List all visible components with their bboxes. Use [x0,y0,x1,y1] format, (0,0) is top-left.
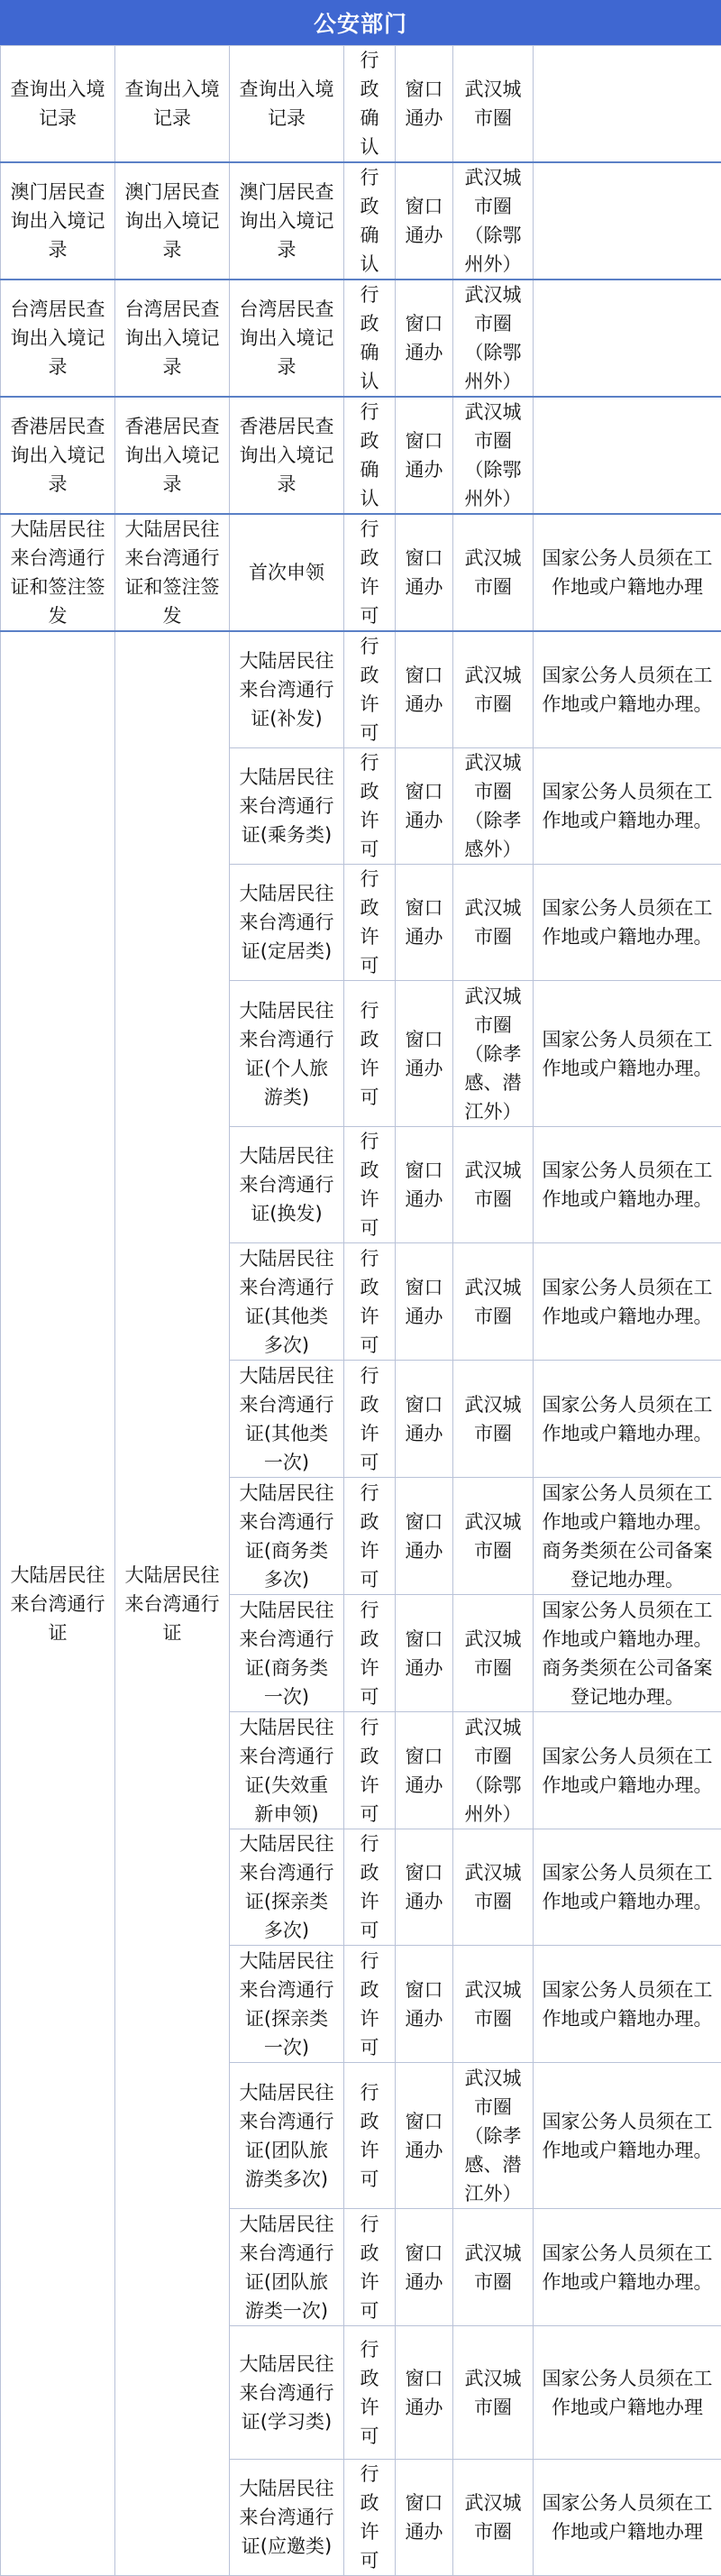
item-scope: 武汉城市圈 [453,1243,534,1361]
group-main: 大陆居民往来台湾通行证 [1,631,115,2576]
item-scope: 武汉城市圈 [453,1829,534,1946]
item-method: 窗口通办 [396,162,453,280]
item-detail: 首次申领 [230,514,344,631]
item-type: 行政许可 [344,1595,396,1712]
item-method: 窗口通办 [396,2326,453,2460]
item-method: 窗口通办 [396,1478,453,1595]
item-method: 窗口通办 [396,46,453,163]
item-type: 行政许可 [344,631,396,748]
item-detail: 大陆居民往来台湾通行证(探亲类多次) [230,1829,344,1946]
table-row [1,397,721,514]
item-detail: 大陆居民往来台湾通行证(失效重新申领) [230,1712,344,1829]
item-method: 窗口通办 [396,514,453,631]
item-method: 窗口通办 [396,865,453,981]
item-scope: 武汉城市圈（除鄂州外） [453,1712,534,1829]
item-sub: 澳门居民查询出入境记录 [115,162,230,280]
item-note: 国家公务人员须在工作地或户籍地办理。 [534,981,721,1127]
item-main: 大陆居民往来台湾通行证和签注签发 [1,514,115,631]
item-sub: 大陆居民往来台湾通行证和签注签发 [115,514,230,631]
section-header [0,0,721,45]
item-note: 国家公务人员须在工作地或户籍地办理。 [534,631,721,748]
item-detail: 大陆居民往来台湾通行证(补发) [230,631,344,748]
item-detail: 大陆居民往来台湾通行证(定居类) [230,865,344,981]
item-detail: 大陆居民往来台湾通行证(商务类多次) [230,1478,344,1595]
item-note: 国家公务人员须在工作地或户籍地办理。 [534,1712,721,1829]
item-detail: 大陆居民往来台湾通行证(其他类一次) [230,1361,344,1478]
item-main: 查询出入境记录 [1,46,115,163]
item-note [534,46,721,163]
item-note: 国家公务人员须在工作地或户籍地办理。 [534,865,721,981]
item-note [534,397,721,514]
item-detail: 大陆居民往来台湾通行证(乘务类) [230,748,344,865]
item-type: 行政确认 [344,397,396,514]
item-scope: 武汉城市圈（除鄂州外） [453,162,534,280]
item-type: 行政许可 [344,748,396,865]
item-note: 国家公务人员须在工作地或户籍地办理 [534,2460,721,2576]
item-main: 台湾居民查询出入境记录 [1,280,115,397]
item-scope: 武汉城市圈 [453,46,534,163]
item-scope: 武汉城市圈 [453,2209,534,2326]
item-type: 行政许可 [344,1829,396,1946]
item-type: 行政许可 [344,1127,396,1243]
item-type: 行政确认 [344,46,396,163]
item-type: 行政许可 [344,2209,396,2326]
item-type: 行政许可 [344,865,396,981]
item-detail: 大陆居民往来台湾通行证(其他类多次) [230,1243,344,1361]
item-type: 行政许可 [344,2326,396,2460]
table-row [1,514,721,631]
item-detail: 台湾居民查询出入境记录 [230,280,344,397]
item-note: 国家公务人员须在工作地或户籍地办理。商务类须在公司备案登记地办理。 [534,1478,721,1595]
item-scope: 武汉城市圈 [453,2460,534,2576]
table-row [1,46,721,163]
item-type: 行政许可 [344,1243,396,1361]
item-sub: 台湾居民查询出入境记录 [115,280,230,397]
item-scope: 武汉城市圈（除鄂州外） [453,280,534,397]
item-note: 国家公务人员须在工作地或户籍地办理。商务类须在公司备案登记地办理。 [534,1595,721,1712]
item-sub: 查询出入境记录 [115,46,230,163]
item-note: 国家公务人员须在工作地或户籍地办理 [534,514,721,631]
item-type: 行政许可 [344,981,396,1127]
item-detail: 大陆居民往来台湾通行证(学习类) [230,2326,344,2460]
item-detail: 香港居民查询出入境记录 [230,397,344,514]
item-method: 窗口通办 [396,631,453,748]
item-note: 国家公务人员须在工作地或户籍地办理。 [534,1127,721,1243]
item-scope: 武汉城市圈（除孝感外） [453,748,534,865]
item-note: 国家公务人员须在工作地或户籍地办理 [534,2326,721,2460]
item-main: 澳门居民查询出入境记录 [1,162,115,280]
item-method: 窗口通办 [396,1361,453,1478]
item-scope: 武汉城市圈 [453,631,534,748]
item-detail: 大陆居民往来台湾通行证(团队旅游类一次) [230,2209,344,2326]
item-method: 窗口通办 [396,2460,453,2576]
item-scope: 武汉城市圈（除孝感、潜江外） [453,981,534,1127]
item-method: 窗口通办 [396,1946,453,2063]
item-detail: 大陆居民往来台湾通行证(商务类一次) [230,1595,344,1712]
item-scope: 武汉城市圈 [453,865,534,981]
item-method: 窗口通办 [396,1243,453,1361]
item-method: 窗口通办 [396,748,453,865]
item-type: 行政确认 [344,280,396,397]
table-row [1,162,721,280]
section-title: 公安部门 [314,6,407,39]
item-method: 窗口通办 [396,1829,453,1946]
item-detail: 大陆居民往来台湾通行证(换发) [230,1127,344,1243]
item-type: 行政许可 [344,1946,396,2063]
item-note [534,162,721,280]
item-detail: 大陆居民往来台湾通行证(团队旅游类多次) [230,2063,344,2209]
item-note [534,280,721,397]
item-method: 窗口通办 [396,1595,453,1712]
item-scope: 武汉城市圈 [453,1595,534,1712]
item-scope: 武汉城市圈 [453,1478,534,1595]
item-type: 行政许可 [344,2460,396,2576]
group-sub: 大陆居民往来台湾通行证 [115,631,230,2576]
item-method: 窗口通办 [396,397,453,514]
item-note: 国家公务人员须在工作地或户籍地办理。 [534,748,721,865]
item-detail: 查询出入境记录 [230,46,344,163]
item-method: 窗口通办 [396,1712,453,1829]
item-method: 窗口通办 [396,1127,453,1243]
item-type: 行政许可 [344,2063,396,2209]
item-type: 行政许可 [344,1712,396,1829]
item-scope: 武汉城市圈 [453,514,534,631]
item-scope: 武汉城市圈（除鄂州外） [453,397,534,514]
item-note: 国家公务人员须在工作地或户籍地办理。 [534,1946,721,2063]
item-detail: 大陆居民往来台湾通行证(应邀类) [230,2460,344,2576]
item-note: 国家公务人员须在工作地或户籍地办理。 [534,1829,721,1946]
item-type: 行政许可 [344,1478,396,1595]
item-method: 窗口通办 [396,2209,453,2326]
item-detail: 澳门居民查询出入境记录 [230,162,344,280]
services-table [0,45,721,2576]
table-row [1,280,721,397]
item-scope: 武汉城市圈 [453,1127,534,1243]
item-type: 行政确认 [344,162,396,280]
item-detail: 大陆居民往来台湾通行证(探亲类一次) [230,1946,344,2063]
item-method: 窗口通办 [396,2063,453,2209]
item-sub: 香港居民查询出入境记录 [115,397,230,514]
item-scope: 武汉城市圈 [453,1946,534,2063]
item-detail: 大陆居民往来台湾通行证(个人旅游类) [230,981,344,1127]
item-scope: 武汉城市圈 [453,2326,534,2460]
table-row [1,631,721,748]
item-note: 国家公务人员须在工作地或户籍地办理。 [534,1243,721,1361]
item-method: 窗口通办 [396,280,453,397]
item-scope: 武汉城市圈 [453,1361,534,1478]
item-scope: 武汉城市圈（除孝感、潜江外） [453,2063,534,2209]
item-main: 香港居民查询出入境记录 [1,397,115,514]
item-type: 行政许可 [344,514,396,631]
item-note: 国家公务人员须在工作地或户籍地办理。 [534,2209,721,2326]
item-type: 行政许可 [344,1361,396,1478]
item-note: 国家公务人员须在工作地或户籍地办理。 [534,2063,721,2209]
item-note: 国家公务人员须在工作地或户籍地办理。 [534,1361,721,1478]
item-method: 窗口通办 [396,981,453,1127]
